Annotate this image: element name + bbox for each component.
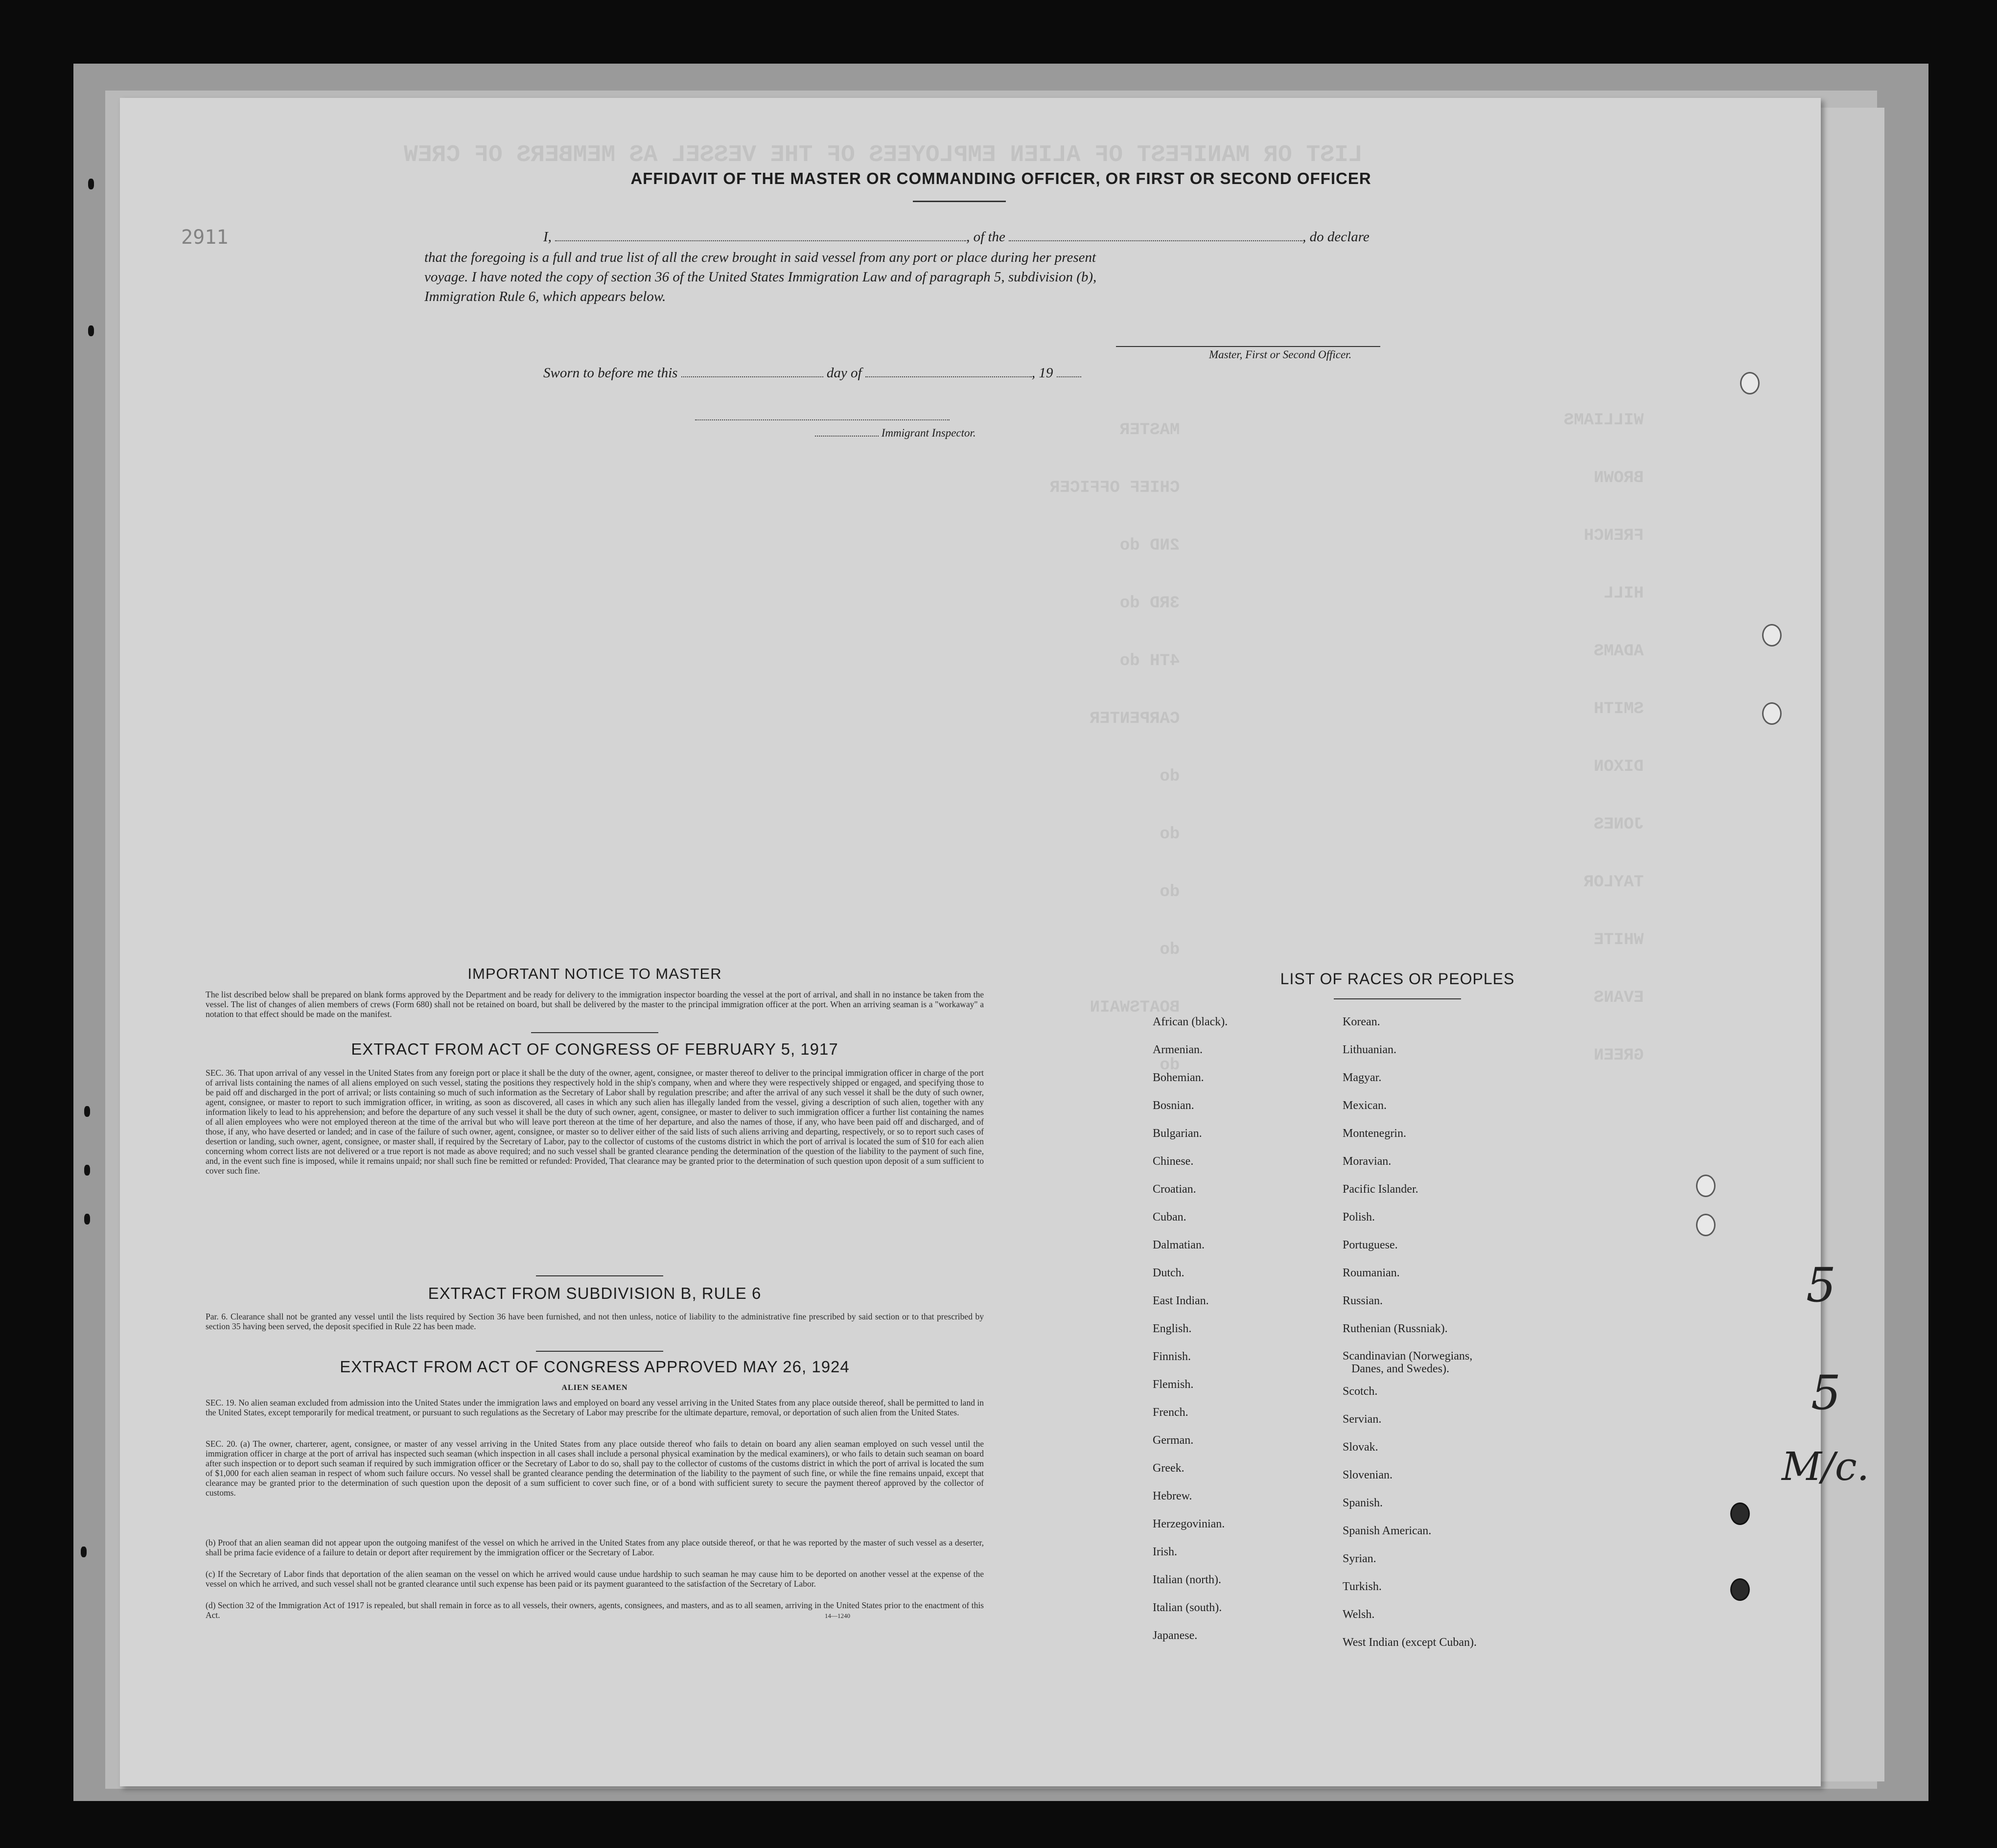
affidavit-line-3: voyage. I have noted the copy of section 36 of the United States Immigration Law and of paragraph 5, subdivision (b),: [424, 269, 1097, 285]
form-number: 14—1240: [825, 1612, 850, 1619]
binder-hole: [1762, 624, 1782, 647]
sworn-month-field[interactable]: [865, 373, 1032, 377]
sworn-year-field[interactable]: [1057, 373, 1081, 377]
binder-hole: [1696, 1214, 1716, 1236]
affidavit-i: I,: [543, 229, 552, 245]
race-item: Hebrew.: [1153, 1490, 1192, 1502]
race-item: Chinese.: [1153, 1155, 1194, 1168]
binder-speck: [84, 1214, 90, 1224]
extract-1924-subtitle: ALIEN SEAMEN: [561, 1384, 628, 1392]
bleed-through-heading: LIST OR MANIFEST OF ALIEN EMPLOYEES OF THE VESSEL AS MEMBERS OF CREW: [404, 142, 1363, 168]
race-item: Finnish.: [1153, 1350, 1191, 1363]
handwritten-mark-mc: M/c.: [1782, 1444, 1870, 1489]
vessel-name-field[interactable]: [1009, 237, 1302, 241]
affidavit-line-4: Immigration Rule 6, which appears below.: [424, 289, 666, 304]
affidavit-of-the: , of the: [966, 229, 1005, 245]
inspector-dots: [815, 433, 879, 437]
race-item: African (black).: [1153, 1016, 1228, 1028]
binder-speck: [88, 179, 94, 189]
race-item: Dalmatian.: [1153, 1239, 1205, 1251]
sworn-day-field[interactable]: [681, 373, 823, 377]
race-item: Armenian.: [1153, 1043, 1203, 1056]
race-item: Spanish.: [1343, 1497, 1383, 1509]
race-item: Italian (south).: [1153, 1601, 1222, 1614]
race-item: Slovenian.: [1343, 1469, 1393, 1481]
master-signature-line[interactable]: [1116, 346, 1380, 347]
race-item: Servian.: [1343, 1413, 1382, 1426]
race-item: East Indian.: [1153, 1294, 1209, 1307]
binder-hole: [1696, 1175, 1716, 1197]
rule-3: [536, 1351, 663, 1352]
race-item: French.: [1153, 1406, 1188, 1419]
rule-2: [536, 1275, 663, 1276]
stamp-number: 2911: [181, 226, 229, 249]
race-item: Pacific Islander.: [1343, 1183, 1418, 1196]
bleed-through-column: WILLIAMS BROWN FRENCH HILL ADAMS SMITH DIXON JONES TAYLOR WHITE EVANS GREEN: [1564, 411, 1644, 1065]
extract-1924-sec20b: (b) Proof that an alien seaman did not appear upon the outgoing manifest of the vessel on which he arrived in the United States from any place outside thereof, or that he was reported by the master of such vessel as a deserter, shall be prima facie evidence of a failure to detain or deport after requirement by the immigration officer or the Secretary of Labor.: [206, 1538, 984, 1557]
race-item: Korean.: [1343, 1016, 1380, 1028]
binder-speck: [88, 325, 94, 336]
races-right-column: [1343, 1008, 1477, 1657]
affidavit-title-rule: [913, 201, 1006, 202]
handwritten-mark-5: 5: [1806, 1258, 1836, 1313]
race-item: Turkish.: [1343, 1580, 1382, 1593]
race-item: Croatian.: [1153, 1183, 1196, 1196]
race-item: Herzegovinian.: [1153, 1518, 1225, 1530]
race-item: Welsh.: [1343, 1608, 1375, 1621]
race-item: Greek.: [1153, 1462, 1184, 1475]
extract-rule6-text: Par. 6. Clearance shall not be granted any vessel until the lists required by Section 36 have been furnished, and not then unless, notice of liability to the administrative fine prescribed by said section or to that prescribed by section 35 having been served, the deposit specified in Rule 22 has been made.: [206, 1312, 984, 1331]
races-title: LIST OF RACES OR PEOPLES: [1280, 970, 1515, 988]
race-item: Mexican.: [1343, 1099, 1387, 1112]
race-item: Russian.: [1343, 1294, 1383, 1307]
race-item: Danes, and Swedes).: [1351, 1363, 1449, 1375]
notice-title: IMPORTANT NOTICE TO MASTER: [467, 965, 722, 982]
race-item: Syrian.: [1343, 1552, 1376, 1565]
race-item: Irish.: [1153, 1546, 1177, 1558]
rule-1: [531, 1032, 658, 1033]
race-item: Spanish American.: [1343, 1525, 1432, 1537]
affidavit-title: AFFIDAVIT OF THE MASTER OR COMMANDING OFFICER, OR FIRST OR SECOND OFFICER: [630, 169, 1371, 187]
race-item: Cuban.: [1153, 1211, 1186, 1224]
binder-hole: [1730, 1578, 1750, 1601]
affidavit-line-1: [543, 229, 1370, 245]
race-item: Scotch.: [1343, 1385, 1378, 1398]
extract-rule6-title: EXTRACT FROM SUBDIVISION B, RULE 6: [428, 1284, 762, 1302]
race-item: Slovak.: [1343, 1441, 1378, 1454]
sworn-prefix: Sworn to before me this: [543, 365, 678, 381]
race-item: Magyar.: [1343, 1071, 1382, 1084]
extract-1924-sec20c: (c) If the Secretary of Labor finds that deportation of the alien seaman on the vessel on which he arrived would cause undue hardship to such seaman he may cause him to be deported on another vessel at the expense of the vessel on which he arrived, and such vessel shall not be granted clearance until such expense has been paid or its payment guaranteed to the satisfaction of the Secretary of Labor.: [206, 1569, 984, 1589]
extract-1924-sec20a: SEC. 20. (a) The owner, charterer, agent, consignee, or master of any vessel arriving in the United States from any place outside thereof who fails to detain on board any alien seaman employed on such vessel until the immigration officer in charge at the port of arrival has inspected such seaman (which inspection in all cases shall include a personal physical examination by the medical examiners), or who fails to detain such seaman on board after such inspection or to deport such seaman if required by such immigration officer or the Secretary of Labor to do so, shall pay to the collector of customs of the customs district in which the port of arrival is located the sum of $1,000 for each alien seaman in respect of whom such failure occurs. No vessel shall be granted clearance pending the determination of the liability to the payment of such fine, or while the fine remains unpaid, except that clearance may be granted prior to the determination of such question upon the deposit of a sum sufficient to cover such fine, or of a bond with sufficient surety to secure the payment thereof approved by the collector of customs.: [206, 1439, 984, 1498]
race-item: Moravian.: [1343, 1155, 1392, 1168]
master-signature-label: Master, First or Second Officer.: [1209, 348, 1352, 361]
race-item: Portuguese.: [1343, 1239, 1398, 1251]
binder-speck: [84, 1165, 90, 1176]
inspector-signature-line[interactable]: [695, 418, 950, 420]
declarant-name-field[interactable]: [555, 237, 966, 241]
race-item: German.: [1153, 1434, 1194, 1447]
race-item: Scandinavian (Norwegians,: [1343, 1350, 1473, 1363]
race-item: Bulgarian.: [1153, 1127, 1202, 1140]
notice-text: The list described below shall be prepared on blank forms approved by the Department and be ready for delivery to the immigration inspector boarding the vessel at the port of arrival, and shall in no instance be taken from the vessel. The list of changes of alien members of crews (Form 680) shall not be retained on board, but shall be delivered by the master to the principal immigration officer at the port. When an arriving seaman is a "workaway" a notation to that effect should be made on the manifest.: [206, 990, 984, 1019]
extract-1924-sec20d: (d) Section 32 of the Immigration Act of 1917 is repealed, but shall remain in force as to all vessels, their owners, agents, consignees, and masters, and as to all seamen, arriving in the United States prior to the enactment of this Act.: [206, 1600, 984, 1620]
race-item: Japanese.: [1153, 1629, 1198, 1642]
races-left-column: [1153, 1008, 1228, 1650]
affidavit-line-2: that the foregoing is a full and true list of all the crew brought in said vessel from any port or place during her present: [424, 250, 1096, 265]
affidavit-do-declare: , do declare: [1302, 229, 1370, 245]
handwritten-mark-5-second: 5: [1811, 1365, 1841, 1420]
race-item: Italian (north).: [1153, 1573, 1221, 1586]
inspector-label-text: Immigrant Inspector.: [881, 427, 976, 439]
race-item: English.: [1153, 1322, 1192, 1335]
inspector-label: [815, 427, 976, 439]
races-title-rule: [1334, 998, 1461, 999]
race-item: Ruthenian (Russniak).: [1343, 1322, 1448, 1335]
extract-1917-title: EXTRACT FROM ACT OF CONGRESS OF FEBRUARY 5, 1917: [351, 1040, 838, 1058]
binder-hole: [1762, 702, 1782, 725]
extract-1924-title: EXTRACT FROM ACT OF CONGRESS APPROVED MAY 26, 1924: [340, 1358, 850, 1376]
race-item: Flemish.: [1153, 1378, 1194, 1391]
race-item: Polish.: [1343, 1211, 1375, 1224]
sworn-line: [543, 365, 1081, 381]
binder-speck: [84, 1106, 90, 1117]
race-item: Montenegrin.: [1343, 1127, 1406, 1140]
race-item: Dutch.: [1153, 1267, 1184, 1279]
race-item: Bohemian.: [1153, 1071, 1204, 1084]
sworn-year: , 19: [1031, 365, 1053, 381]
sworn-day-of: day of: [826, 365, 862, 381]
race-item: Lithuanian.: [1343, 1043, 1396, 1056]
document-page: [120, 98, 1821, 1786]
race-item: West Indian (except Cuban).: [1343, 1636, 1477, 1649]
binder-hole: [1730, 1502, 1750, 1525]
bleed-through-column-2: MASTER CHIEF OFFICER 2ND do 3RD do 4TH do CARPENTER do do do do BOATSWAIN do: [1050, 421, 1180, 1075]
extract-1917-text: SEC. 36. That upon arrival of any vessel in the United States from any foreign port or place it shall be the duty of the owner, agent, consignee, or master thereof to deliver to the principal immigration officer in charge of the port of arrival lists containing the names of all aliens employed on such vessel, stating the positions they respectively hold in the ship's company, when and where they were respectively shipped or engaged, and specifying those to be paid off and discharged in the port of arrival; or lists containing so much of such information as the Secretary of Labor shall by regulation prescribe; and after the arrival of any such vessel it shall be the duty of such owner, agent, consignee, or master to report to such immigration officer, in writing, as soon as discovered, all cases in which any such alien has illegally landed from the vessel, giving a description of such alien, together with any information likely to lead to his apprehension; and before the departure of any such vessel it shall be the duty of such owner, agent, consignee, or master to deliver to such immigration officer a further list containing the names of all alien employees who were not employed thereon at the time of the arrival but who will leave port thereon at the time of her departure, and also the names of those, if any, who have been paid off and discharged, and of those, if any, who have deserted or landed; and in case of the failure of such owner, agent, consignee, or master so to deliver either of the said lists of such aliens arriving and departing, respectively, or so to report such cases of desertion or landing, such owner, agent, consignee, or master shall, if required by the Secretary of Labor, pay to the collector of customs of the customs district in which the port of arrival is located the sum of $10 for each alien concerning whom correct lists are not delivered or a true report is not made as above required; and no such vessel shall be granted clearance pending the determination of the question of the liability to the payment of such fine, and, in the event such fine is imposed, while it remains unpaid; nor shall such fine be remitted or refunded: Provided, That clearance may be granted prior to the determination of such question upon deposit of a sum sufficient to cover such fine.: [206, 1068, 984, 1176]
race-item: Bosnian.: [1153, 1099, 1194, 1112]
binder-speck: [81, 1547, 87, 1557]
binder-hole: [1740, 372, 1760, 394]
race-item: Roumanian.: [1343, 1267, 1400, 1279]
extract-1924-sec19: SEC. 19. No alien seaman excluded from admission into the United States under the immigration laws and employed on board any vessel arriving in the United States from any place outside thereof, shall be permitted to land in the United States, except temporarily for medical treatment, or pursuant to such regulations as the Secretary of Labor may prescribe for the ultimate departure, removal, or deportation of such alien from the United States.: [206, 1398, 984, 1417]
